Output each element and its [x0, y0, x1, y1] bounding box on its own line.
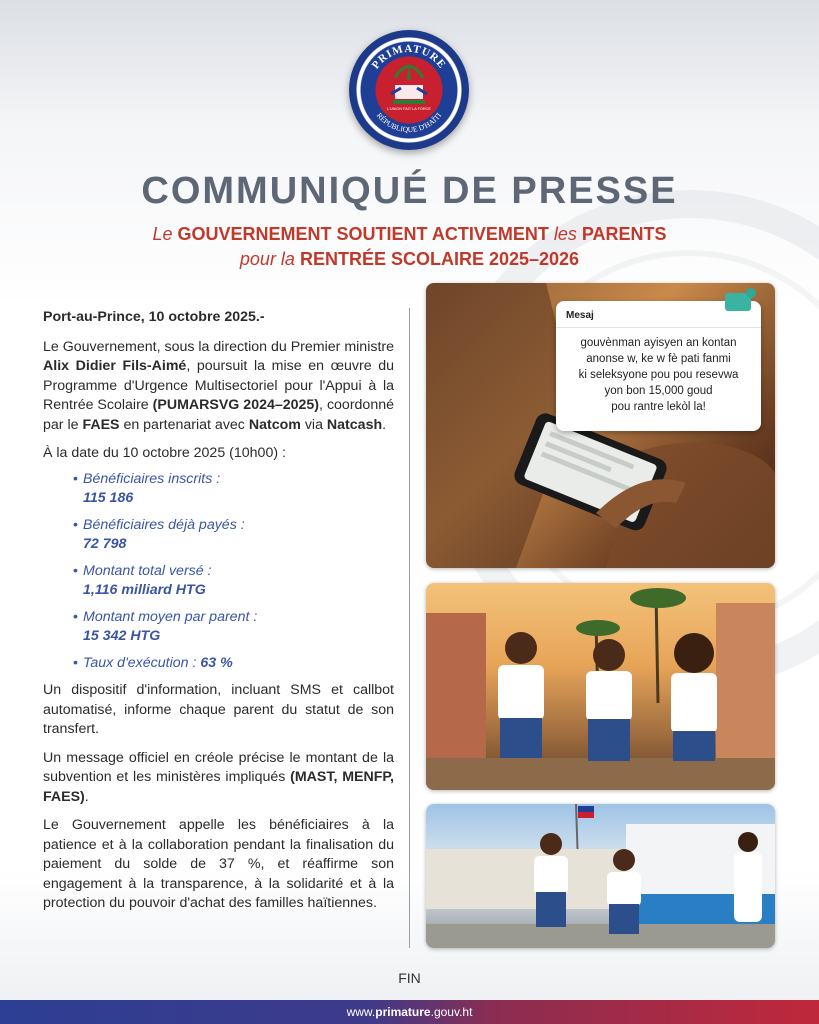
closing-paragraph: Le Gouvernement appelle les bénéficiaires à la patience et à la collaboration pendant la finalisation du paiement du solde de 37 %, et réaffirme son engagement à la transparence, à la solidarité et à la protection du pouvoir d'achat des familles haïtiennes. [43, 817, 394, 911]
text-run: Le Gouvernement, sous la direction du Premier ministre [43, 338, 394, 355]
text-run: Un message officiel en créole précise le montant de la subvention et les ministères impliqués [43, 749, 394, 785]
ministries-list: (MAST, MENFP, FAES) [43, 769, 394, 805]
stat-value: 15 342 HTG [83, 628, 161, 644]
stat-item [73, 562, 394, 601]
subtitle-part: RENTRÉE SCOLAIRE 2025–2026 [299, 249, 580, 269]
footer-url-part: .gouv.ht [430, 1005, 473, 1019]
sms-body [556, 328, 761, 415]
sms-message-card [556, 301, 761, 431]
subtitle-line-1 [0, 224, 819, 245]
faes-name: FAES [82, 416, 120, 433]
press-release-body [43, 308, 394, 923]
stat-label: Montant total versé : [83, 562, 212, 579]
seal-top-text: PRIMATURE [369, 42, 449, 72]
text-run: . [382, 416, 387, 433]
sms-line: pou rantre lekòl la! [611, 401, 706, 413]
natcom-name: Natcom [248, 416, 301, 433]
subtitle-part: GOUVERNEMENT SOUTIENT ACTIVEMENT [177, 224, 549, 244]
svg-text:RÉPUBLIQUE D'HAÏTI [375, 111, 444, 134]
subtitle-part: Le [152, 224, 178, 244]
seal-emblem-icon [349, 30, 469, 150]
text-run: . [84, 788, 89, 805]
end-marker: FIN [398, 970, 421, 986]
stat-value: 115 186 [83, 490, 134, 506]
stat-item [73, 608, 394, 647]
footer-url-domain: primature [375, 1005, 431, 1019]
text-run: , coordonné par le [43, 397, 394, 433]
phone-sms-photo [426, 283, 775, 568]
stat-label: Montant moyen par parent : [83, 608, 258, 625]
students-walking-illustration-icon [426, 583, 775, 790]
program-name: (PUMARSVG 2024–2025) [152, 397, 320, 413]
stats-list [43, 470, 394, 674]
stat-item [73, 654, 394, 674]
bullet-icon: • [73, 654, 78, 671]
stat-value: 63 % [200, 654, 233, 671]
sms-paragraph: Un dispositif d'information, incluant SMS et callbot automatisé, informe chaque parent du statut de son transfert. [43, 682, 394, 737]
footer-bar [0, 1000, 819, 1024]
creole-message-paragraph [43, 749, 394, 808]
natcash-name: Natcash [326, 416, 383, 433]
subtitle-part: les [548, 224, 582, 244]
sms-line: anonse w, ke w fè pati fanmi [586, 353, 731, 365]
bullet-icon: • [73, 608, 78, 625]
seal-motto: L'UNION FAIT LA FORCE [387, 107, 431, 111]
subtitle-part: PARENTS [581, 224, 667, 244]
text-run: via [300, 416, 327, 433]
footer-url-part: www. [346, 1005, 376, 1019]
sms-line: gouvènman ayisyen an kontan [580, 337, 737, 349]
text-run: en partenariat avec [119, 416, 249, 433]
date-intro: À la date du 10 octobre 2025 (10h00) : [43, 445, 286, 461]
sms-line: ki seleksyone pou pou resevwa [578, 369, 739, 381]
students-street-photo [426, 583, 775, 790]
primature-seal-logo [349, 30, 469, 150]
envelope-icon [725, 293, 751, 311]
bullet-icon: • [73, 562, 78, 579]
bullet-icon: • [73, 470, 78, 487]
subtitle-part: pour la [239, 249, 300, 269]
stat-label: Taux d'exécution : [83, 654, 201, 671]
sms-header: Mesaj [556, 301, 761, 328]
dateline: Port-au-Prince, 10 octobre 2025.- [43, 309, 265, 325]
seal-bottom-text: RÉPUBLIQUE D'HAÏTI [374, 110, 444, 135]
bullet-icon: • [73, 516, 78, 533]
stat-value: 72 798 [83, 536, 127, 552]
sms-line: yon bon 15,000 goud [604, 385, 713, 397]
intro-paragraph [43, 338, 394, 436]
prime-minister-name: Alix Didier Fils-Aimé [43, 358, 187, 374]
text-run: , poursuit la mise en œuvre du Programme d'Urgence Multisectoriel pour l'Appui à la Rentrée Scolaire [43, 358, 394, 413]
stat-label: Bénéficiaires inscrits : [83, 470, 221, 487]
page-title: COMMUNIQUÉ DE PRESSE [141, 170, 678, 212]
subtitle-line-2 [0, 249, 819, 270]
stat-value: 1,116 milliard HTG [83, 582, 206, 598]
stat-item [73, 470, 394, 509]
column-divider [409, 308, 410, 948]
schoolyard-photo [426, 804, 775, 948]
schoolyard-illustration-icon [426, 804, 775, 948]
stat-item [73, 516, 394, 555]
stat-label: Bénéficiaires déjà payés : [83, 516, 245, 533]
footer-website-link[interactable] [347, 1005, 473, 1019]
